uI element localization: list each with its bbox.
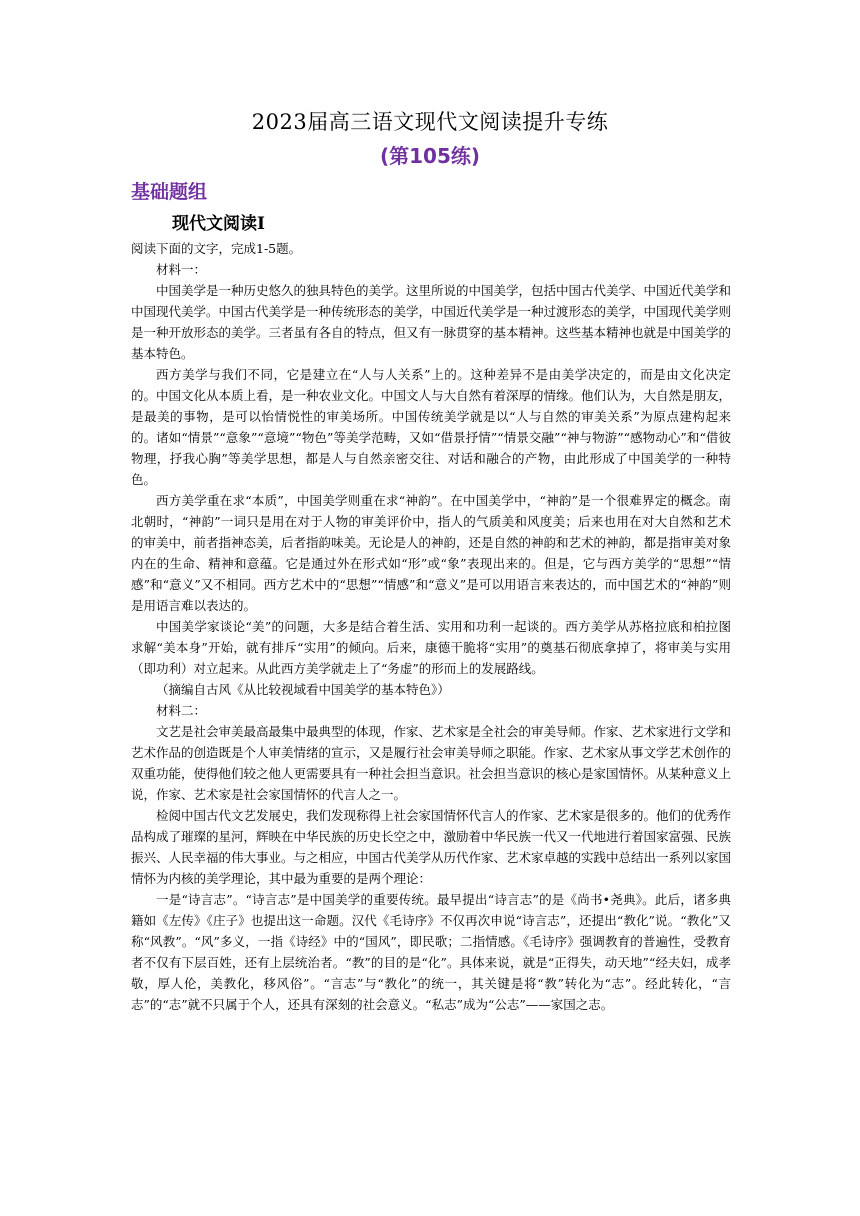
section-heading: 基础题组: [131, 181, 208, 203]
paragraph: 西方美学重在求“本质”，中国美学则重在求“神韵”。在中国美学中，“神韵”是一个很难界定的概念。南北朝时，“神韵”一词只是用在对于人物的审美评价中，指人的气质美和风度美；后来也用在对大自然和艺术的审美中，前者指神态美，后者指韵味美。无论是人的神韵，还是自然的神韵和艺术的神韵，都是指审美对象内在的生命、精神和意蕴。它是通过外在形式如“形”或“象”表现出来的。但是，它与西方美学的“思想”“情感”和“意义”又不相同。西方艺术中的“思想”“情感”和“意义”是可以用语言来表达的，而中国艺术的“神韵”则是用语言难以表达的。: [131, 493, 732, 613]
reading-passage: [131, 238, 731, 1015]
exercise-number: (第105练): [379, 144, 481, 168]
instructions: 阅读下面的文字，完成1-5题。: [131, 241, 302, 256]
paragraph: 文艺是社会审美最高最集中最典型的体现，作家、艺术家是全社会的审美导师。作家、艺术家进行文学和艺术作品的创造既是个人审美情绪的宣示，又是履行社会审美导师之职能。作家、艺术家从事文学艺术创作的双重功能，使得他们较之他人更需要具有一种社会担当意识。社会担当意识的核心是家国情怀。从某种意义上说，作家、艺术家是社会家国情怀的代言人之一。: [131, 724, 732, 802]
paragraph: 检阅中国古代文艺发展史，我们发现称得上社会家国情怀代言人的作家、艺术家是很多的。他们的优秀作品构成了璀璨的星河，辉映在中华民族的历史长空之中，激励着中华民族一代又一代地进行着国家富强、民族振兴、人民幸福的伟大事业。与之相应，中国古代美学从历代作家、艺术家卓越的实践中总结出一系列以家国情怀为内核的美学理论，其中最为重要的是两个理论：: [131, 808, 732, 886]
source-citation: （摘编自古风《从比较视域看中国美学的基本特色》）: [156, 682, 450, 697]
material-label: 材料一：: [156, 262, 207, 277]
paragraph: 一是“诗言志”。“诗言志”是中国美学的重要传统。最早提出“诗言志”的是《尚书•尧典》。此后，诸多典籍如《左传》《庄子》也提出这一命题。汉代《毛诗序》不仅再次申说“诗言志”，还提出“教化”说。“教化”又称“风教”。“风”多义，一指《诗经》中的“国风”，即民歌；二指情感。《毛诗序》强调教育的普遍性，受教育者不仅有下层百姓，还有上层统治者。“教”的目的是“化”。具体来说，就是“正得失，动天地”“经夫妇，成孝敬，厚人伦，美教化，移风俗”。“言志”与“教化”的统一，其关键是将“教”转化为“志”。经此转化，“言志”的“志”就不只属于个人，还具有深刻的社会意义。“私志”成为“公志”——家国之志。: [131, 892, 731, 1012]
paragraph: 中国美学是一种历史悠久的独具特色的美学。这里所说的中国美学，包括中国古代美学、中国近代美学和中国现代美学。中国古代美学是一种传统形态的美学，中国近代美学是一种过渡形态的美学，中国现代美学则是一种开放形态的美学。三者虽有各自的特点，但又有一脉贯穿的基本精神。这些基本精神也就是中国美学的基本特色。: [131, 283, 732, 361]
paragraph: 西方美学与我们不同，它是建立在“人与人关系”上的。这种差异不是由美学决定的，而是由文化决定的。中国文化从本质上看，是一种农业文化。中国文人与大自然有着深厚的情缘。他们认为，大自然是朋友，是最美的事物，是可以怡情悦性的审美场所。中国传统美学就是以“人与自然的审美关系”为原点建构起来的。诸如“情景”“意象”“意境”“物色”等美学范畴，又如“借景抒情”“情景交融”“神与物游”“感物动心”和“借彼物理，抒我心胸”等美学思想，都是人与自然亲密交往、对话和融合的产物，由此形成了中国美学的一种特色。: [131, 367, 732, 487]
page-title: 2023届高三语文现代文阅读提升专练: [251, 110, 609, 134]
subsection-heading: 现代文阅读Ⅰ: [172, 214, 265, 234]
paragraph: 中国美学家谈论“美”的问题，大多是结合着生活、实用和功利一起谈的。西方美学从苏格拉底和柏拉图求解“美本身”开始，就有排斥“实用”的倾向。后来，康德干脆将“实用”的奠基石彻底拿掉了，将审美与实用（即功利）对立起来。从此西方美学就走上了“务虚”的形而上的发展路线。: [131, 619, 731, 676]
material-label: 材料二：: [156, 703, 207, 718]
